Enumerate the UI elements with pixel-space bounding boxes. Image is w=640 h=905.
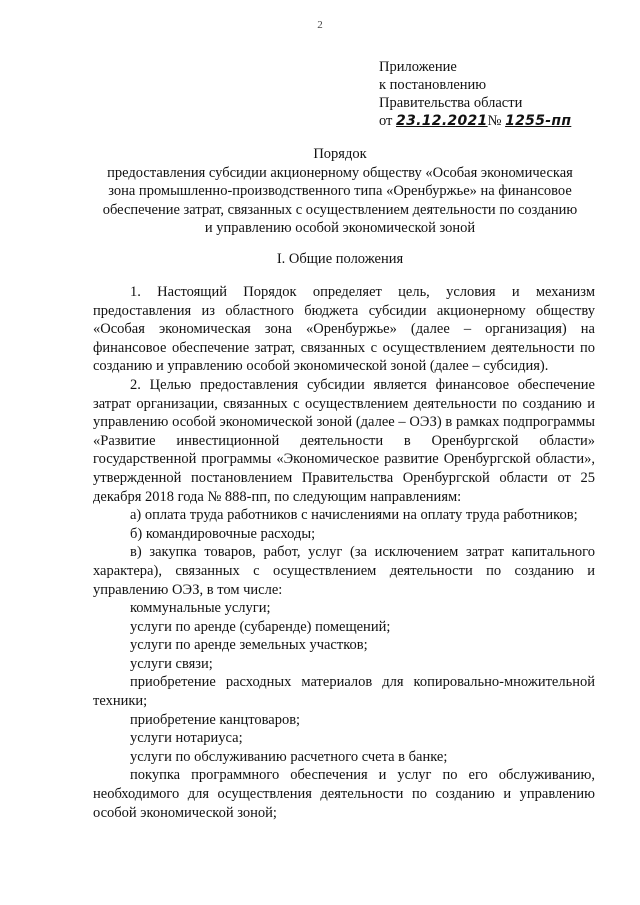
list-item-b: б) командировочные расходы; bbox=[130, 525, 316, 542]
section-heading: I. Общие положения bbox=[276, 251, 404, 267]
list-item: услуги нотариуса; bbox=[130, 730, 243, 747]
title-line-1: предоставления субсидии акционерному обществу «Особая экономическая bbox=[107, 164, 573, 181]
page-number: 2 bbox=[317, 19, 323, 31]
title-line-4: и управлению особой экономической зоной bbox=[204, 220, 476, 236]
list-item-software: покупка программного обеспечения и услуг по его обслуживанию, необходимого для осуществления деятельности по созданию и управлению особой экономической зоной; bbox=[93, 767, 595, 821]
paragraph-2: 2. Целью предоставления субсидии является финансовое обеспечение затрат организации, связанных с осуществлением деятельности по созданию и управлению особой экономической зоной (далее – ОЭЗ) в рамках подпрограммы «Развитие инвестиционной деятельности в Оренбургской области» государственной программы «Экономическое развитие Оренбургской области», утвержденной постановлением Правительства Оренбургской области от 25 декабря 2018 года № 888-пп, по следующим направлениям: bbox=[93, 376, 595, 505]
document-body bbox=[93, 283, 595, 822]
number-sign: № bbox=[487, 113, 502, 129]
list-item-copy-supplies: приобретение расходных материалов для копировально-множительной техники; bbox=[93, 674, 595, 710]
list-item: услуги по обслуживанию расчетного счета в банке; bbox=[130, 748, 448, 765]
appendix-line-1: Приложение bbox=[379, 59, 457, 75]
list-item: услуги по аренде земельных участков; bbox=[130, 637, 368, 654]
title-heading: Порядок bbox=[313, 146, 367, 162]
list-item: коммунальные услуги; bbox=[130, 600, 271, 617]
title-line-3: обеспечение затрат, связанных с осуществлением деятельности по созданию bbox=[102, 201, 578, 218]
appendix-date-line bbox=[379, 112, 619, 130]
appendix-block bbox=[379, 58, 619, 130]
paragraph-1: 1. Настоящий Порядок определяет цель, условия и механизм предоставления из областного бюджета субсидии акционерному обществу «Особая экономическая зона «Оренбуржье» (далее – организация) на финансовое обеспечение затрат, связанных с осуществлением деятельности по созданию и управлению особой экономической зоной (далее – субсидия). bbox=[93, 284, 595, 375]
date-prefix: от bbox=[379, 113, 393, 129]
list-item: услуги по аренде (субаренде) помещений; bbox=[130, 618, 391, 635]
appendix-line-2: к постановлению bbox=[379, 77, 487, 93]
handwritten-date: 23.12.2021 bbox=[396, 113, 488, 129]
list-item-c: в) закупка товаров, работ, услуг (за исключением затрат капитального характера), связанных с осуществлением деятельности по созданию и управлению ОЭЗ, в том числе: bbox=[93, 544, 595, 598]
list-item: услуги связи; bbox=[130, 655, 213, 672]
appendix-line-3: Правительства области bbox=[379, 95, 523, 111]
document-title bbox=[80, 145, 600, 238]
list-item-a: а) оплата труда работников с начислениями на оплату труда работников; bbox=[130, 507, 578, 524]
title-line-2: зона промышленно-производственного типа «Оренбуржье» на финансовое bbox=[108, 183, 572, 199]
list-item: приобретение канцтоваров; bbox=[130, 711, 301, 728]
handwritten-number: 1255-пп bbox=[505, 113, 572, 129]
